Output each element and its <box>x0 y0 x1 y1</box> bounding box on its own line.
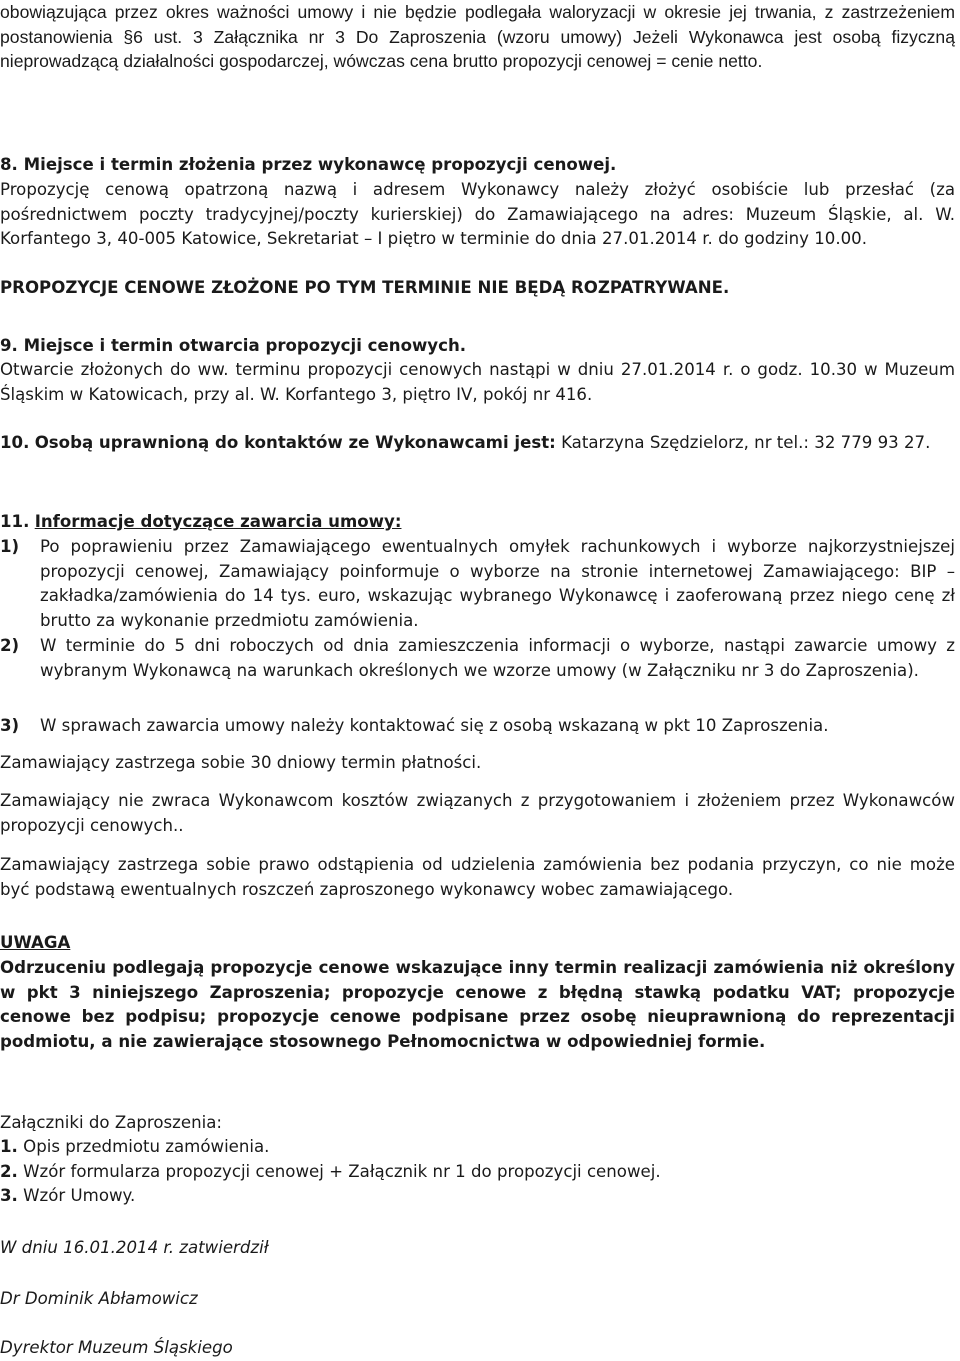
payment-term-paragraph: Zamawiający zastrzega sobie 30 dniowy termin płatności. <box>0 753 482 772</box>
section-9-body: Otwarcie złożonych do ww. terminu propozycji cenowych nastąpi w dniu 27.01.2014 r. o godz. 10.30 w Muzeum Śląskim w Katowicach, przy al. W. Korfantego 3, piętro IV, pokój nr 416. <box>0 360 955 404</box>
list-item-number: 1) <box>0 537 20 556</box>
section-11-heading: Informacje dotyczące zawarcia umowy: <box>34 512 402 531</box>
section-11-title <box>0 510 955 535</box>
attachment-number: 1. <box>0 1137 18 1156</box>
section-8-heading: 8. Miejsce i termin złożenia przez wykonawcę propozycji cenowej. <box>0 155 617 174</box>
attachment-item <box>0 1160 955 1185</box>
intro-paragraph: obowiązująca przez okres ważności umowy i nie będzie podlegała waloryzacji w okresie jej trwania, z zastrzeżeniem postanowienia §6 ust. 3 Załącznika nr 3 Do Zaproszenia (wzoru umowy) Jeżeli Wykonawca jest osobą fizyczną nieprowadzącą działalności gospodarczej, wówczas cena brutto propozycji cenowej = cenie netto. <box>0 2 955 71</box>
list-item-text: W terminie do 5 dni roboczych od dnia zamieszczenia informacji o wyborze, nastąpi zawarcie umowy z wybranym Wykonawcą na warunkach określonych we wzorze umowy (w Załączniku nr 3 do Zaproszenia). <box>40 636 955 680</box>
attachment-text: Wzór Umowy. <box>23 1186 136 1205</box>
section-10-contact <box>0 431 955 456</box>
attachment-number: 3. <box>0 1186 18 1205</box>
uwaga-body: Odrzuceniu podlegają propozycje cenowe wskazujące inny termin realizacji zamówienia niż określony w pkt 3 niniejszego Zaproszenia; propozycje cenowe z błędną stawką podatku VAT; propozycje cenowe bez podpisu; propozycje cenowe podpisane przez osobę nieuprawnioną do reprezentacji podmiotu, a nie zawierające stosownego Pełnomocnictwa w odpowiedniej formie. <box>0 958 955 1051</box>
approval-date: W dniu 16.01.2014 r. zatwierdził <box>0 1238 269 1257</box>
section-8-body: Propozycję cenową opatrzoną nazwą i adresem Wykonawcy należy złożyć osobiście lub przesłać (za pośrednictwem poczty tradycyjnej/poczty kurierskiej) do Zamawiającego na adres: Muzeum Śląskie, al. W. Korfantego 3, 40-005 Katowice, Sekretariat – I piętro w terminie do dnia 27.01.2014 r. do godziny 10.00. <box>0 180 955 248</box>
section-10-value: Katarzyna Szędzielorz, nr tel.: 32 779 93 27. <box>561 433 931 452</box>
list-item-text: Po poprawieniu przez Zamawiającego ewentualnych omyłek rachunkowych i wyborze najkorzystniejszej propozycji cenowej, Zamawiający poinformuje o wyborze na stronie internetowej Zamawiającego: BIP – zakładka/zamówienia do 14 tys. euro, wskazując wybranego Wykonawcę i zaoferowaną przez niego cenę zł brutto za wykonanie przedmiotu zamówienia. <box>40 537 955 630</box>
withdrawal-paragraph: Zamawiający zastrzega sobie prawo odstąpienia od udzielenia zamówienia bez podania przyczyn, co nie może być podstawą ewentualnych roszczeń zaproszonego wykonawcy wobec zamawiającego. <box>0 855 955 899</box>
uwaga-title: UWAGA <box>0 933 71 952</box>
section-11-number: 11. <box>0 512 30 531</box>
signatory-name: Dr Dominik Abłamowicz <box>0 1289 198 1308</box>
costs-paragraph: Zamawiający nie zwraca Wykonawcom kosztów związanych z przygotowaniem i złożeniem przez Wykonawców propozycji cenowych.. <box>0 791 955 835</box>
attachment-text: Wzór formularza propozycji cenowej + Załącznik nr 1 do propozycji cenowej. <box>23 1162 661 1181</box>
attachment-number: 2. <box>0 1162 18 1181</box>
signatory-role: Dyrektor Muzeum Śląskiego <box>0 1338 233 1357</box>
list-item <box>0 634 955 683</box>
section-8-warning: PROPOZYCJE CENOWE ZŁOŻONE PO TYM TERMINIE NIE BĘDĄ ROZPATRYWANE. <box>0 278 730 297</box>
section-10-number: 10. <box>0 433 30 452</box>
attachment-item <box>0 1184 955 1209</box>
section-9-heading: 9. Miejsce i termin otwarcia propozycji cenowych. <box>0 336 467 355</box>
list-item-number: 3) <box>0 716 20 735</box>
list-item-text: W sprawach zawarcia umowy należy kontaktować się z osobą wskazaną w pkt 10 Zaproszenia. <box>40 716 829 735</box>
section-10-label: Osobą uprawnioną do kontaktów ze Wykonawcami jest: <box>34 433 556 452</box>
list-item <box>0 714 955 739</box>
list-item <box>0 535 955 633</box>
list-item-number: 2) <box>0 636 20 655</box>
attachment-text: Opis przedmiotu zamówienia. <box>23 1137 270 1156</box>
attachments-title: Załączniki do Zaproszenia: <box>0 1113 222 1132</box>
attachment-item <box>0 1135 955 1160</box>
